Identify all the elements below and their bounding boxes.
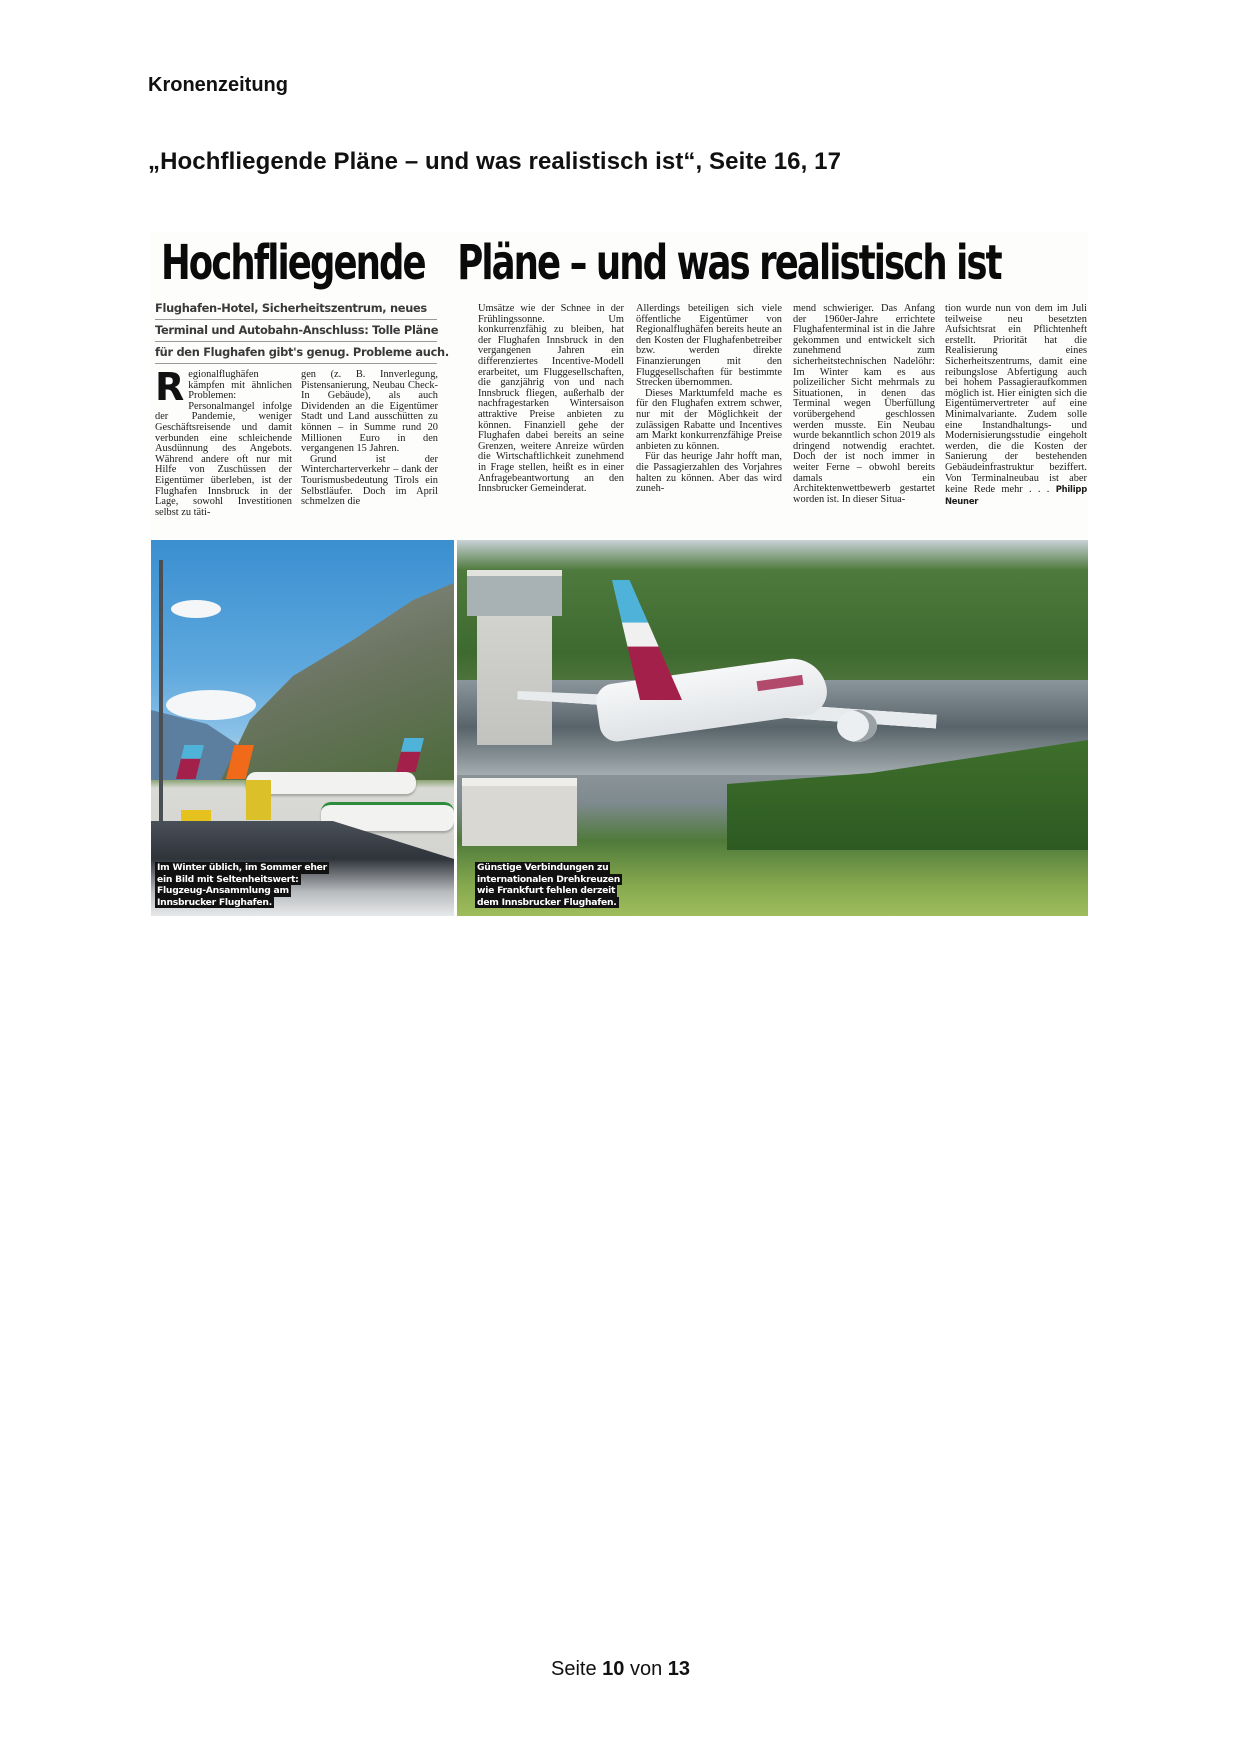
hangar-shape — [462, 778, 577, 846]
newspaper-clipping — [151, 232, 1088, 916]
paragraph: gen (z. B. Innverlegung, Pistensanierung, Neubau Check-In Gebäude), als auch Dividenden an die Eigentümer Stadt und Land ausschütten zu können – in Summe rund 20 Millionen Euro in den vergangenen 15 Jahren. — [301, 369, 438, 455]
article-column-6 — [945, 304, 1087, 507]
paragraph-text: egionalflughäfen kämpfen mit ähnlichen Problemen: Personalmangel infolge der Pandemie, weniger Geschäftsreisende und damit verbunden eine schleichende Ausdünnung des Angebots. Während andere oft nur mit Hilfe von Zuschüssen der Eigentümer überleben, ist der Flughafen Innsbruck in der Lage, sowohl Investitionen selbst zu täti- — [155, 369, 292, 518]
tower-cab-shape — [467, 570, 562, 616]
caption-line: dem Innsbrucker Flughafen. — [477, 896, 617, 908]
caption-line: internationalen Drehkreuzen — [477, 873, 621, 885]
headline-part-2: Pläne – und was realistisch ist — [457, 235, 1001, 291]
light-pole-shape — [159, 560, 163, 850]
photo-eurowings-landing — [457, 540, 1088, 916]
article-column-3 — [478, 304, 624, 495]
paragraph: Umsätze wie der Schnee in der Frühlingssonne. Um konkurrenzfähig zu bleiben, hat der Flughafen Innsbruck in den vergangenen Jahren ein differenziertes Incentive-Modell erarbeitet, um Fluggesellschaften, die ganzjährig von und nach Innsbruck fliegen, außerhalb der nachfragestarken Wintersaison attraktive Preise anbieten zu können. Finanziell gehe der Flughafen dabei bereits an seine Grenzen, weitere Anreize würden die Wirtschaftlichkeit zunehmend in Frage stellen, heißt es in einer Anfragebeantwortung an den Innsbrucker Gemeinderat. — [478, 303, 624, 495]
paragraph-text: tion wurde nun von dem im Juli teilweise neu besetzten Aufsichtsrat ein Pflichtenheft erstellt. Priorität hat die Realisierung eines Sicherheitszentrums, damit eine reibungslose Abfertigung auch bei hohem Passagieraufkommen möglich ist. Hier einigten sich die Eigentümervertreter auf eine Minimalvariante. Zudem solle eine Instandhaltungs- und Modernisierungsstudie eingeholt werden, die die Kosten der Sanierung der bestehenden Gebäudeinfrastruktur beziffert. Von Terminalneubau ist aber keine Rede mehr . . . — [945, 303, 1087, 496]
article-column-5 — [793, 304, 935, 505]
footer-prefix: Seite — [550, 1658, 597, 1680]
caption-line: Günstige Verbindungen zu — [477, 862, 609, 874]
caption-line: Innsbrucker Flughafen. — [157, 896, 272, 908]
article-column-4 — [636, 304, 782, 495]
article-column-1 — [155, 365, 292, 518]
article-column-2 — [301, 370, 438, 508]
subheadline-line: Flughafen-Hotel, Sicherheitszentrum, neues — [155, 298, 437, 320]
total-page-count: 13 — [667, 1658, 691, 1680]
headline-part-1: Hochfliegende — [161, 235, 425, 291]
footer-separator: von — [629, 1658, 663, 1680]
paragraph: Allerdings beteiligen sich viele öffentliche Eigentümer von Regionalflughäfen bereits heute an den Kosten der Flughafenbetreiber bzw. werden direkte Finanzierungen mit den Fluggesellschaften für bestimmte Strecken übernommen. — [636, 303, 782, 389]
paragraph — [155, 365, 292, 518]
paragraph — [945, 304, 1087, 507]
stair-truck-shape — [246, 780, 271, 820]
author-byline: Philipp Neuner — [945, 484, 1087, 506]
caption-line: Im Winter üblich, im Sommer eher — [157, 862, 327, 874]
aircraft-engine-shape — [837, 710, 877, 742]
caption-line: wie Frankfurt fehlen derzeit — [477, 885, 616, 897]
drop-cap: R — [155, 365, 185, 409]
article-headline — [161, 232, 1001, 294]
service-vehicle-shape — [181, 810, 211, 822]
page-number-footer — [0, 1658, 1241, 1681]
paragraph: Für das heurige Jahr hofft man, die Passagierzahlen des Vorjahres halten zu können. Aber das wird zuneh- — [636, 451, 782, 495]
photo-caption — [475, 862, 622, 908]
caption-line: Flugzeug-Ansammlung am — [157, 885, 289, 897]
subheadline-line: für den Flughafen gibt's genug. Probleme auch. — [155, 342, 437, 364]
paragraph: Dieses Marktumfeld mache es für den Flughafen extrem schwer, nur mit der Möglichkeit der zulässigen Rabatte und Incentives am Markt konkurrenzfähige Preise anbieten zu können. — [636, 387, 782, 452]
photo-airport-apron-mountains — [151, 540, 454, 916]
document-source: Kronenzeitung — [148, 74, 288, 96]
cloud-shape — [166, 690, 256, 720]
document-title: „Hochfliegende Pläne – und was realistisch ist“, Seite 16, 17 — [148, 148, 842, 175]
paragraph: mend schwieriger. Das Anfang der 1960er-Jahre errichtete Flughafenterminal ist in die Jahre gekommen und entwickelt sich zunehmend zum sicherheitstechnischen Nadelöhr: Im Winter kam es aus polizeilicher Sicht mehrmals zu Situationen, in denen das Terminal wegen Überfüllung vorübergehend geschlossen werden musste. Ein Neubau wurde bekanntlich schon 2019 als dringend notwendig erachtet. Doch der ist noch immer in weiter Ferne – obwohl bereits damals ein Architektenwettbewerb gestartet worden ist. In dieser Situa- — [793, 303, 935, 505]
caption-line: ein Bild mit Seltenheitswert: — [157, 873, 299, 885]
aircraft-shape — [246, 772, 416, 794]
photo-caption — [155, 862, 329, 908]
current-page-number: 10 — [602, 1658, 625, 1680]
article-subheadline — [155, 298, 449, 364]
paragraph: Grund ist der Wintercharterverkehr – dank der Tourismusbedeutung Tirols ein Selbstläufer. Doch im April schmelzen die — [301, 453, 438, 508]
cloud-shape — [171, 600, 221, 618]
subheadline-line: Terminal und Autobahn-Anschluss: Tolle Pläne — [155, 320, 437, 342]
